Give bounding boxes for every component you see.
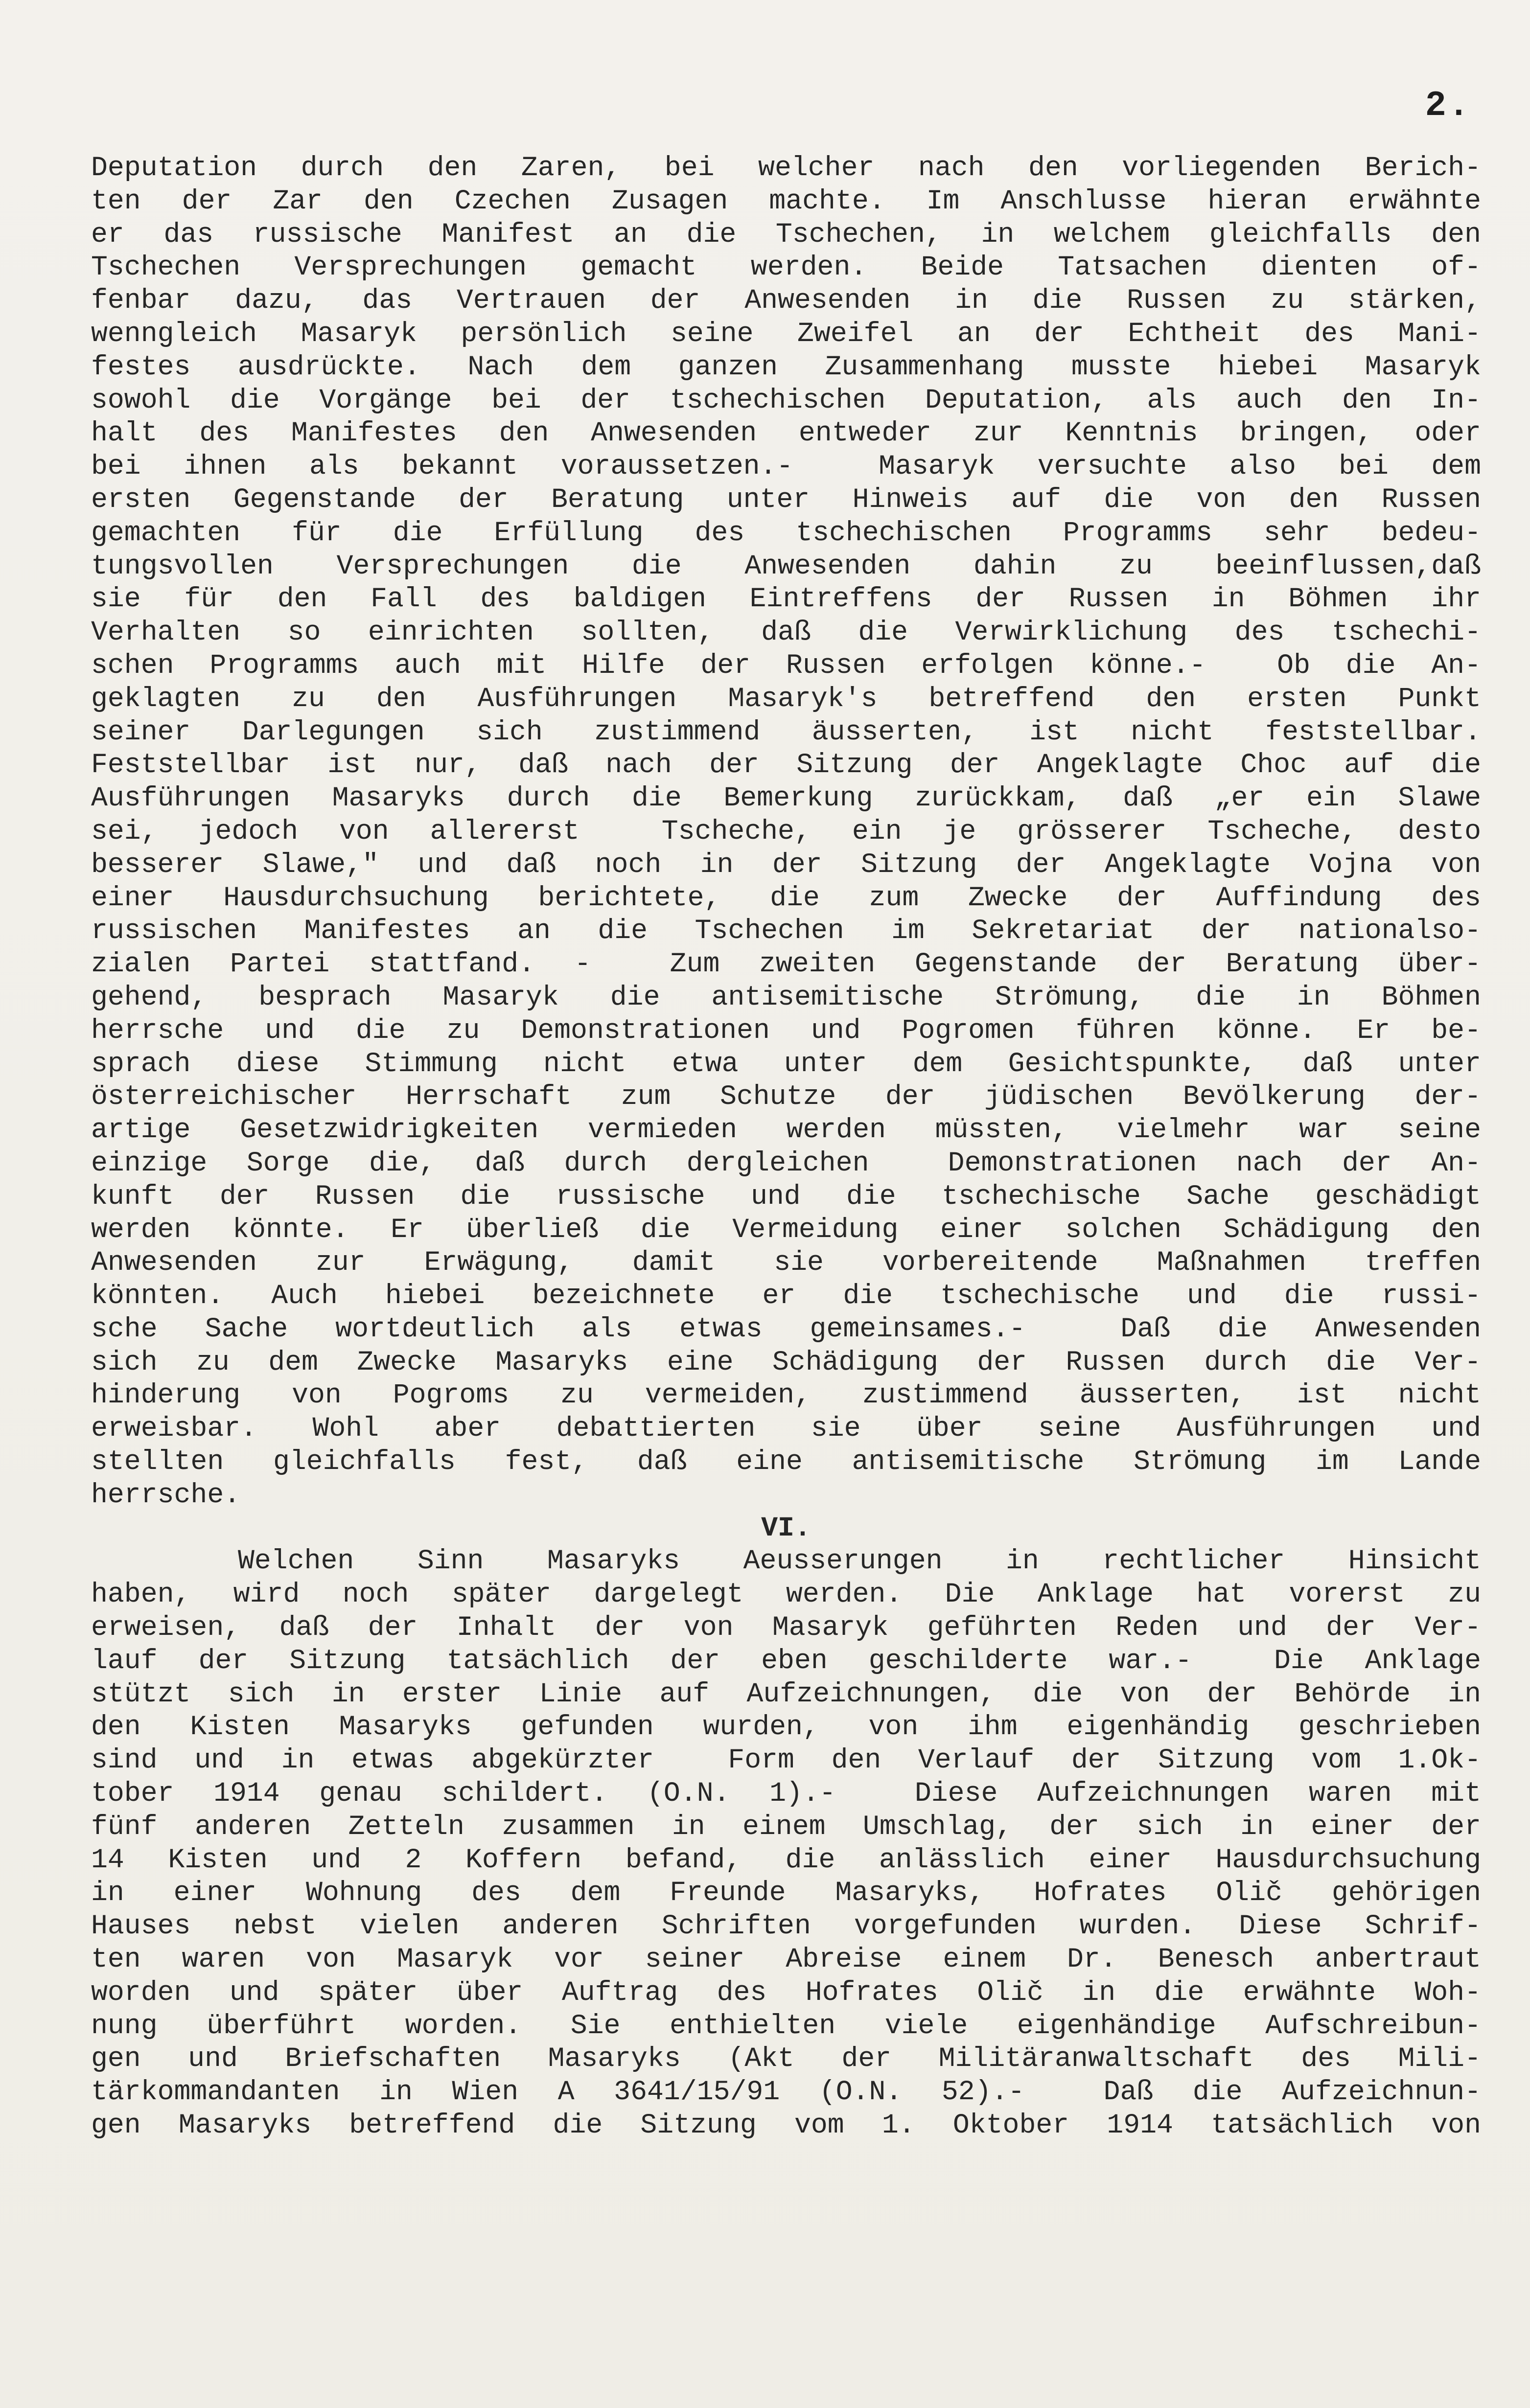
text-line: gemachten für die Erfüllung des tschechischen Programms sehr bedeu- — [91, 517, 1481, 549]
text-line: Ausführungen Masaryks durch die Bemerkung zurückkam, daß „er ein Slawe — [91, 782, 1481, 814]
text-line: gen Masaryks betreffend die Sitzung vom 1. Oktober 1914 tatsächlich von — [91, 2110, 1481, 2141]
text-line: zialen Partei stattfand. - Zum zweiten Gegenstande der Beratung über- — [91, 948, 1481, 980]
text-line: ersten Gegenstande der Beratung unter Hinweis auf die von den Russen — [91, 483, 1481, 515]
text-line: sowohl die Vorgänge bei der tschechischen Deputation, als auch den In- — [91, 384, 1481, 416]
text-line: tärkommandanten in Wien A 3641/15/91 (O.N. 52).- Daß die Aufzeichnun- — [91, 2076, 1481, 2108]
text-line: Feststellbar ist nur, daß nach der Sitzung der Angeklagte Choc auf die — [91, 749, 1481, 781]
text-line: artige Gesetzwidrigkeiten vermieden werden müssten, vielmehr war seine — [91, 1114, 1481, 1146]
text-line: er das russische Manifest an die Tschechen, in welchem gleichfalls den — [91, 218, 1481, 250]
text-line: sprach diese Stimmung nicht etwa unter dem Gesichtspunkte, daß unter — [91, 1048, 1481, 1079]
text-line: herrsche. — [91, 1479, 241, 1511]
text-line: nung überführt worden. Sie enthielten viele eigenhändige Aufschreibun- — [91, 2010, 1481, 2041]
text-line: haben, wird noch später dargelegt werden. Die Anklage hat vorerst zu — [91, 1579, 1481, 1610]
text-line: einzige Sorge die, daß durch dergleichen Demonstrationen nach der An- — [91, 1147, 1481, 1179]
text-line: lauf der Sitzung tatsächlich der eben geschilderte war.- Die Anklage — [91, 1645, 1481, 1676]
text-line: fünf anderen Zetteln zusammen in einem Umschlag, der sich in einer der — [91, 1811, 1481, 1842]
body-text — [91, 152, 1481, 2142]
text-line: sie für den Fall des baldigen Eintreffens der Russen in Böhmen ihr — [91, 583, 1481, 615]
text-line: einer Hausdurchsuchung berichtete, die zum Zwecke der Auffindung des — [91, 882, 1481, 914]
text-line: Welchen Sinn Masaryks Aeusserungen in rechtlicher Hinsicht — [238, 1545, 1481, 1577]
text-line: Hauses nebst vielen anderen Schriften vorgefunden wurden. Diese Schrif- — [91, 1910, 1481, 1942]
text-line: halt des Manifestes den Anwesenden entweder zur Kenntnis bringen, oder — [91, 417, 1481, 449]
text-line: geklagten zu den Ausführungen Masaryk's betreffend den ersten Punkt — [91, 683, 1481, 714]
text-line: stützt sich in erster Linie auf Aufzeichnungen, die von der Behörde in — [91, 1678, 1481, 1710]
text-line: sind und in etwas abgekürzter Form den Verlauf der Sitzung vom 1.Ok- — [91, 1744, 1481, 1776]
text-line: schen Programms auch mit Hilfe der Russen erfolgen könne.- Ob die An- — [91, 649, 1481, 681]
text-line: besserer Slawe," und daß noch in der Sitzung der Angeklagte Vojna von — [91, 849, 1481, 880]
text-line: in einer Wohnung des dem Freunde Masaryks, Hofrates Olič gehörigen — [91, 1877, 1481, 1909]
text-line: 14 Kisten und 2 Koffern befand, die anlässlich einer Hausdurchsuchung — [91, 1844, 1481, 1876]
text-line: erweisbar. Wohl aber debattierten sie über seine Ausführungen und — [91, 1413, 1481, 1445]
text-line: erweisen, daß der Inhalt der von Masaryk geführten Reden und der Ver- — [91, 1612, 1481, 1644]
text-line: festes ausdrückte. Nach dem ganzen Zusammenhang musste hiebei Masaryk — [91, 351, 1481, 383]
text-line: russischen Manifestes an die Tschechen im Sekretariat der nationalso- — [91, 915, 1481, 947]
text-line: Verhalten so einrichten sollten, daß die Verwirklichung des tschechi- — [91, 617, 1481, 648]
text-line: sich zu dem Zwecke Masaryks eine Schädigung der Russen durch die Ver- — [91, 1346, 1481, 1378]
text-line: tungsvollen Versprechungen die Anwesenden dahin zu beeinflussen,daß — [91, 550, 1481, 582]
text-line: ten der Zar den Czechen Zusagen machte. Im Anschlusse hieran erwähnte — [91, 185, 1481, 217]
text-line: seiner Darlegungen sich zustimmend äusserten, ist nicht feststellbar. — [91, 716, 1481, 748]
text-line: hinderung von Pogroms zu vermeiden, zustimmend äusserten, ist nicht — [91, 1379, 1481, 1411]
text-line: gehend, besprach Masaryk die antisemitische Strömung, die in Böhmen — [91, 981, 1481, 1013]
text-line: könnten. Auch hiebei bezeichnete er die tschechische und die russi- — [91, 1280, 1481, 1312]
text-line: werden könnte. Er überließ die Vermeidung einer solchen Schädigung den — [91, 1214, 1481, 1245]
text-line: sei, jedoch von allererst Tscheche, ein je grösserer Tscheche, desto — [91, 815, 1481, 847]
text-line: ten waren von Masaryk vor seiner Abreise einem Dr. Benesch anbertraut — [91, 1944, 1481, 1975]
text-line: fenbar dazu, das Vertrauen der Anwesenden in die Russen zu stärken, — [91, 285, 1481, 317]
text-line: Tschechen Versprechungen gemacht werden. Beide Tatsachen dienten of- — [91, 252, 1481, 283]
section-heading: VI. — [761, 1512, 811, 1544]
text-line: herrsche und die zu Demonstrationen und Pogromen führen könne. Er be- — [91, 1014, 1481, 1046]
text-line: wenngleich Masaryk persönlich seine Zweifel an der Echtheit des Mani- — [91, 318, 1481, 349]
text-line: bei ihnen als bekannt voraussetzen.- Masaryk versuchte also bei dem — [91, 451, 1481, 482]
text-line: den Kisten Masaryks gefunden wurden, von ihm eigenhändig geschrieben — [91, 1711, 1481, 1743]
text-line: worden und später über Auftrag des Hofrates Olič in die erwähnte Woh- — [91, 1976, 1481, 2008]
text-line: Anwesenden zur Erwägung, damit sie vorbereitende Maßnahmen treffen — [91, 1247, 1481, 1279]
text-line: sche Sache wortdeutlich als etwas gemeinsames.- Daß die Anwesenden — [91, 1313, 1481, 1345]
text-line: stellten gleichfalls fest, daß eine antisemitische Strömung im Lande — [91, 1446, 1481, 1478]
page-number: 2. — [1425, 86, 1471, 126]
text-line: gen und Briefschaften Masaryks (Akt der Militäranwaltschaft des Mili- — [91, 2043, 1481, 2075]
text-line: Deputation durch den Zaren, bei welcher nach den vorliegenden Berich- — [91, 152, 1481, 183]
text-line: kunft der Russen die russische und die tschechische Sache geschädigt — [91, 1180, 1481, 1212]
text-line: österreichischer Herrschaft zum Schutze der jüdischen Bevölkerung der- — [91, 1081, 1481, 1113]
text-line: tober 1914 genau schildert. (O.N. 1).- Diese Aufzeichnungen waren mit — [91, 1778, 1481, 1810]
